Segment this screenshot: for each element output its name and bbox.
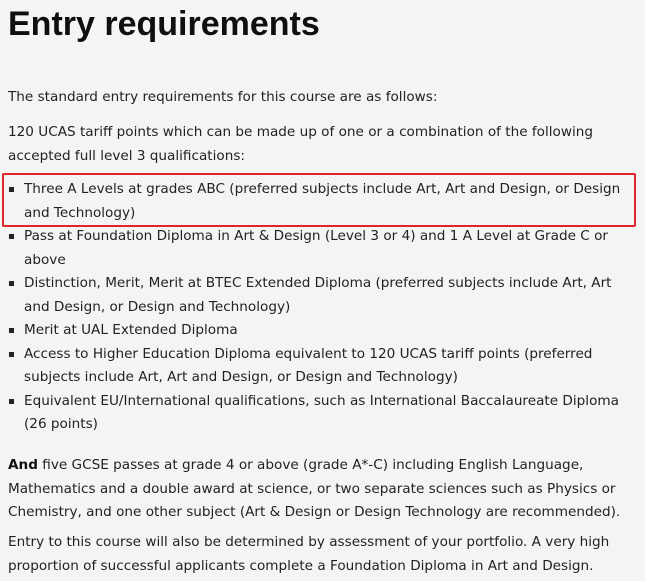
bullet-icon (9, 352, 14, 357)
gcse-requirements (8, 454, 633, 525)
list-item-text: Pass at Foundation Diploma in Art & Design (Level 3 or 4) and 1 A Level at Grade C or above (24, 228, 609, 268)
list-item-text: Distinction, Merit, Merit at BTEC Extended Diploma (preferred subjects include Art, Art and Design, or Design and Technology) (24, 275, 612, 315)
bullet-icon (9, 399, 14, 404)
tariff-intro-text: 120 UCAS tariff points which can be made up of one or a combination of the following accepted full level 3 qualifications: (8, 124, 593, 164)
page-title: Entry requirements (8, 5, 320, 43)
list-item (8, 319, 638, 343)
list-item (8, 225, 638, 272)
bullet-icon (9, 234, 14, 239)
list-item-text: Equivalent EU/International qualifications, such as International Baccalaureate Diploma (26 points) (24, 392, 619, 432)
gcse-text: five GCSE passes at grade 4 or above (grade A*-C) including English Language, Mathematics and a double award at science, or two separate sciences such as Physics or Chemistry, and one other subject (Art & Design or Design Technology are recommended). (8, 457, 621, 520)
requirements-list (8, 178, 638, 437)
bullet-icon (9, 187, 14, 192)
gcse-lead: And (8, 457, 38, 473)
intro-text: The standard entry requirements for this course are as follows: (8, 89, 438, 105)
portfolio-text: Entry to this course will also be determined by assessment of your portfolio. A very high proportion of successful applicants complete a Foundation Diploma in Art and Design. (8, 534, 610, 574)
list-item (8, 178, 638, 225)
list-item (8, 343, 638, 390)
list-item (8, 390, 638, 437)
list-item (8, 272, 638, 319)
bullet-icon (9, 328, 14, 333)
bullet-icon (9, 281, 14, 286)
list-item-text: Merit at UAL Extended Diploma (24, 322, 238, 338)
list-item-text: Three A Levels at grades ABC (preferred subjects include Art, Art and Design, or Design and Technology) (24, 181, 621, 221)
list-item-text: Access to Higher Education Diploma equivalent to 120 UCAS tariff points (preferred subjects include Art, Art and Design, or Design and Technology) (24, 345, 593, 385)
